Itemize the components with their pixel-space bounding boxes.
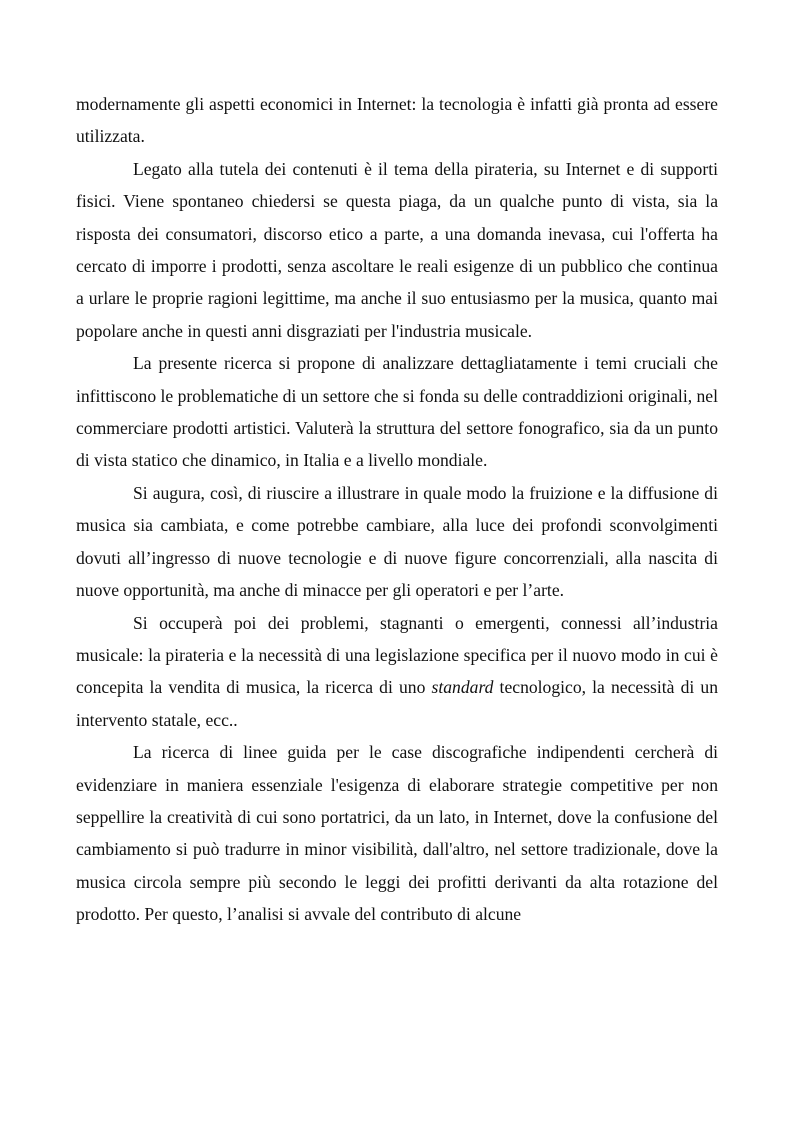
paragraph-music-diffusion: Si augura, così, di riuscire a illustrare in quale modo la fruizione e la diffusione di musica sia cambiata, e come potrebbe cambiare, alla luce dei profondi sconvolgimenti dovuti all’ingresso di nuove tecnologie e di nuove figure concorrenziali, alla nascita di nuove opportunità, ma anche di minacce per gli operatori e per l’arte.	[76, 482, 718, 601]
paragraph-industry-problems	[76, 607, 718, 737]
paragraph-industry-problems-text-before: Si occuperà poi dei problemi, stagnanti o emergenti, connessi all’industria musicale: la pirateria e la necessità di una legislazione specifica per il nuovo modo in cui è concepita la vendita di musica, la ricerca di uno	[76, 612, 718, 698]
paragraph-research-aims: La presente ricerca si propone di analizzare dettagliatamente i temi cruciali che infittiscono le problematiche di un settore che si fonda su delle contraddizioni originali, nel commerciare prodotti artistici. Valuterà la struttura del settore fonografico, sia da un punto di vista statico che dinamico, in Italia e a livello mondiale.	[76, 353, 718, 471]
document-page	[76, 88, 718, 931]
paragraph-independent-labels: La ricerca di linee guida per le case discografiche indipendenti cercherà di evidenziare in maniera essenziale l'esigenza di elaborare strategie competitive per non seppellire la creatività di cui sono portatrici, da un lato, in Internet, dove la confusione del cambiamento si può tradurre in minor visibilità, dall'altro, nel settore tradizionale, dove la musica circola sempre più secondo le leggi dei profitti derivanti da alta rotazione del prodotto. Per questo, l’analisi si avvale del contributo di alcune	[76, 742, 718, 925]
paragraph-piracy: Legato alla tutela dei contenuti è il tema della pirateria, su Internet e di supporti fisici. Viene spontaneo chiedersi se questa piaga, da un qualche punto di vista, sia la risposta dei consumatori, discorso etico a parte, a una domanda inevasa, cui l'offerta ha cercato di imporre i prodotti, senza ascoltare le reali esigenze di un pubblico che continua a urlare le proprie ragioni legittime, ma anche il suo entusiasmo per la musica, quanto mai popolare anche in questi anni disgraziati per l'industria musicale.	[76, 158, 718, 341]
paragraph-continuation: modernamente gli aspetti economici in Internet: la tecnologia è infatti già pronta ad essere utilizzata.	[76, 94, 718, 147]
italic-term-standard: standard	[431, 677, 494, 698]
paragraph-industry-problems-text-after: tecnologico, la necessità di un intervento statale, ecc..	[76, 677, 718, 730]
